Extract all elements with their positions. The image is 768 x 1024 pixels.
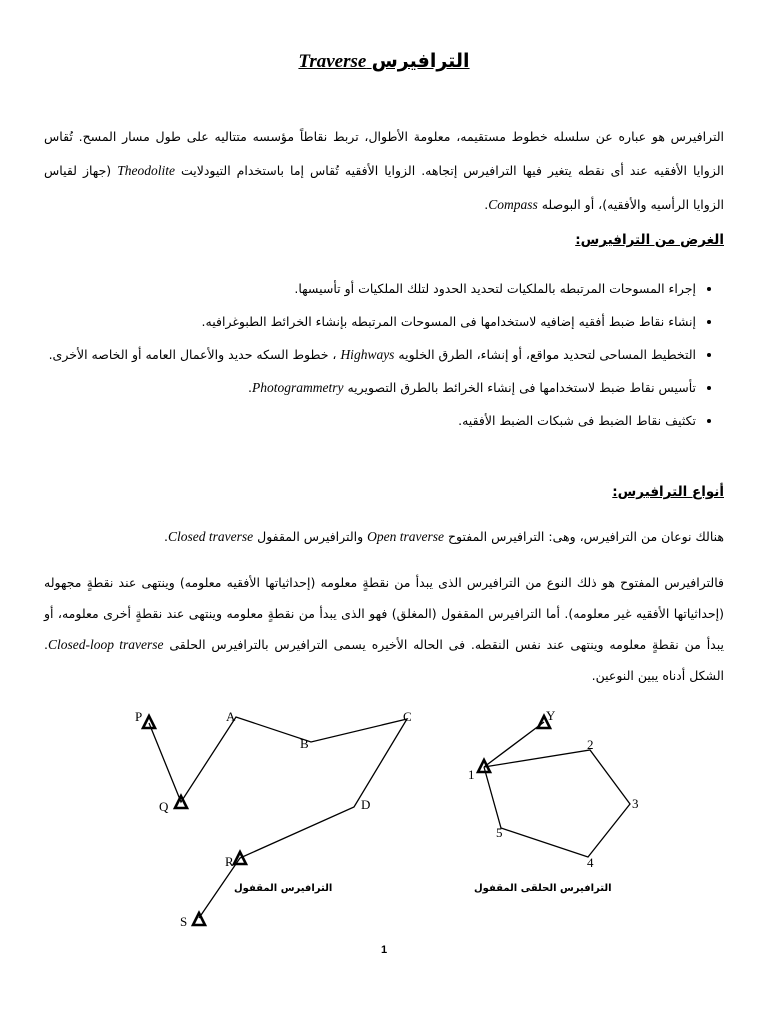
point-label-c: C [403, 709, 412, 724]
purpose-item-text: تكثيف نقاط الضبط فى شبكات الضبط الأفقيه. [458, 413, 696, 428]
types-intro-end: . [164, 529, 168, 544]
point-label-s: S [180, 914, 188, 929]
purpose-heading: الغرض من الترافيرس: [575, 232, 724, 248]
page-title [0, 50, 768, 73]
list-item [44, 373, 696, 403]
title-arabic: الترافيرس [371, 51, 470, 72]
point-label-d: D [361, 797, 371, 812]
intro-term-theodolite: Theodolite [117, 163, 175, 178]
intro-paragraph [44, 120, 724, 222]
types-heading: أنواع الترافيرس: [612, 484, 724, 500]
types-term-closed-loop: Closed-loop traverse [47, 637, 164, 652]
point-label-b: B [300, 736, 309, 751]
point-label-5: 5 [496, 825, 503, 840]
list-item [44, 307, 696, 337]
intro-part2: (جهاز لقياس الزوايا الرأسيه والأفقيه)، أو البوصله [44, 163, 724, 212]
types-term-open: Open traverse [367, 529, 444, 544]
types-para-after: . الشكل أدناه يبين النوعين. [44, 637, 724, 683]
types-intro-before: هنالك نوعان من الترافيرس، وهى: الترافيرس المفتوح [447, 529, 724, 544]
open-traverse-caption: الترافيرس المقفول [234, 883, 333, 894]
purpose-item-after: ، خطوط السكه حديد والأعمال العامه أو الخاصه الأخرى. [48, 347, 337, 362]
types-paragraph [44, 567, 724, 691]
point-label-3: 3 [632, 796, 639, 811]
point-label-1: 1 [468, 767, 475, 782]
purpose-item-before: تأسيس نقاط ضبط لاستخدامها فى إنشاء الخرائط بالطرق التصويريه [347, 380, 696, 395]
types-term-closed: Closed traverse [168, 529, 254, 544]
point-label-r: R [225, 854, 234, 869]
purpose-term-photogrammetry: Photogrammetry [251, 380, 344, 395]
list-item [44, 406, 696, 436]
purpose-item-text: إنشاء نقاط ضبط أفقيه إضافيه لاستخدامها فى المسوحات المرتبطه بإنشاء الخرائط الطبوغرافيه. [201, 314, 696, 329]
traverse-figure [0, 690, 768, 940]
point-label-2: 2 [587, 737, 594, 752]
purpose-term-highways: Highways [340, 347, 395, 362]
purpose-item-text: إجراء المسوحات المرتبطه بالملكيات لتحديد الحدود لتلك الملكيات أو تأسيسها. [294, 281, 696, 296]
purpose-list [44, 274, 724, 439]
intro-part1: الترافيرس هو عباره عن سلسله خطوط مستقيمه، معلومة الأطوال، تربط نقاطاً مؤسسه متتاليه على طول مسار المسح. تُقاس الزوايا الأفقيه عند أى نقطه يتغير فيها الترافيرس إتجاهه. الزوايا الأفقيه تُقاس إما باستخدام التيودلايت [44, 129, 724, 178]
triangle-icon [478, 760, 490, 772]
point-label-q: Q [159, 799, 169, 814]
point-labels [135, 708, 639, 929]
closed-loop-caption: الترافيرس الحلقى المقفول [474, 883, 612, 894]
types-intro-mid: والترافيرس المقفول [257, 529, 364, 544]
types-intro [44, 524, 724, 550]
triangle-icon [143, 716, 155, 728]
purpose-item-after: . [248, 380, 252, 395]
title-english: Traverse [298, 51, 367, 72]
triangle-icon [193, 913, 205, 925]
point-label-y: Y [546, 708, 556, 723]
types-para-before: فالترافيرس المفتوح هو ذلك النوع من الترافيرس الذى يبدأ من نقطةٍ معلومه (إحداثياتها الأفقيه معلومه) وينتهى عند نقطةٍ مجهوله (إحداثياتها الأفقيه غير معلومه). أما الترافيرس المقفول (المغلق) فهو الذى يبدأ من نقطةٍ معلومه وينتهى عند نقطةٍ أخرى معلومه، أو يبدأ من نقطةٍ معلومه وينتهى عند نفس النقطه. فى الحاله الأخيره يسمى الترافيرس بالترافيرس الحلقى [44, 575, 724, 652]
list-item [44, 274, 696, 304]
page-number: 1 [380, 944, 388, 956]
purpose-item-before: التخطيط المساحى لتحديد مواقع، أو إنشاء، الطرق الخلويه [398, 347, 696, 362]
point-label-a: A [226, 709, 236, 724]
point-label-p: P [135, 709, 143, 724]
intro-term-compass: Compass [488, 197, 538, 212]
intro-end: . [484, 197, 489, 212]
list-item [44, 340, 696, 370]
point-label-4: 4 [587, 855, 594, 870]
loop-traverse-line [484, 722, 630, 857]
